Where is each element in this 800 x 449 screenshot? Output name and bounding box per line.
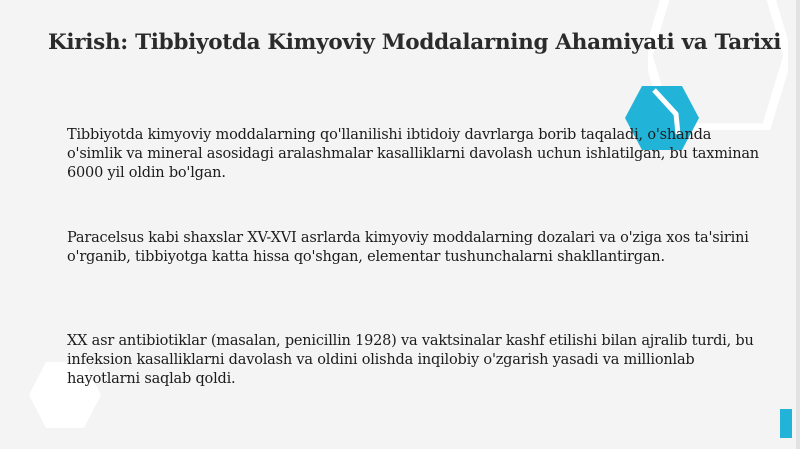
- paragraph-paracelsus: Paracelsus kabi shaxslar XV-XVI asrlarda kimyoviy moddalarning dozalari va o'ziga xos ta'sirini o'rganib, tibbiyotga katta hissa qo'shgan, elementar tushunchalarni shakllantirgan.: [67, 230, 749, 265]
- paragraph-origins: Tibbiyotda kimyoviy moddalarning qo'llanilishi ibtidoiy davrlarga borib taqaladi, o'shanda o'simlik va mineral asosidagi aralashmalar kasalliklarni davolash uchun ishlatilgan, bu taxminan 6000 yil oldin bo'lgan.: [67, 127, 759, 181]
- slide-title: Kirish: Tibbiyotda Kimyoviy Moddalarning Ahamiyati va Tarixi: [48, 30, 782, 55]
- paragraph-antibiotics: XX asr antibiotiklar (masalan, penicillin 1928) va vaktsinalar kashf etilishi bilan ajralib turdi, bu infeksion kasalliklarni davolash va oldini olishda inqilobiy o'zgarish yasadi va millionlab hayotlarni saqlab qoldi.: [67, 333, 754, 387]
- accent-bar: [780, 409, 792, 438]
- right-edge-divider: [796, 0, 800, 449]
